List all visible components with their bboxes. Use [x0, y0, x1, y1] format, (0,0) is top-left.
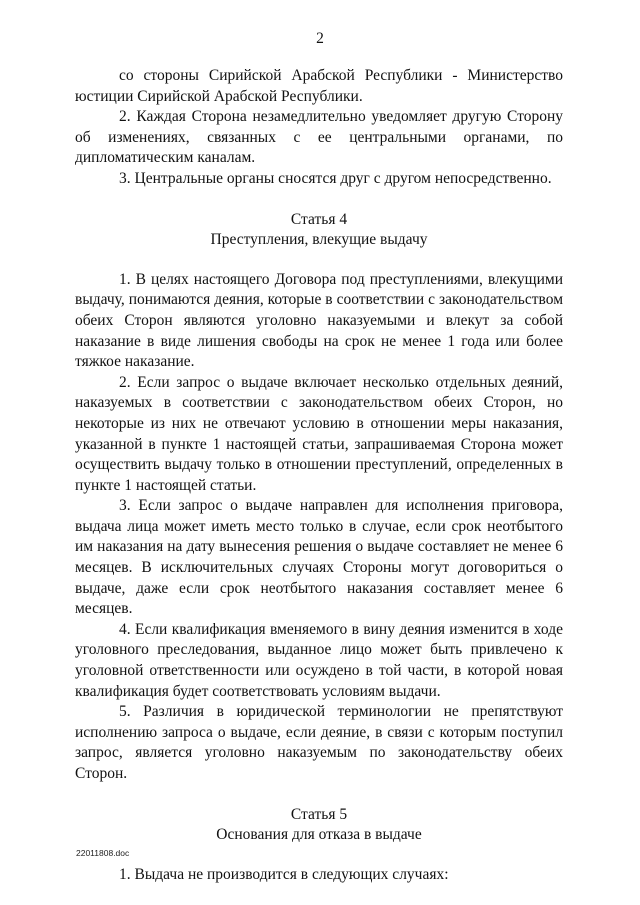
article-4-paragraph-5: 5. Различия в юридической терминологии не препятствуют исполнению запроса о выдаче, если деяние, в связи с которым поступил запрос, является уголовно наказуемым по законодательству обеих Сторон.	[75, 703, 563, 782]
article-4-paragraph-4: 4. Если квалификация вменяемого в вину деяния изменится в ходе уголовного преследования, выданное лицо может быть привлечено к уголовной ответственности или осуждено в той части, в которой новая квалификация будет соответствовать условиям выдачи.	[75, 620, 563, 700]
article-4-title: Статья 4	[290, 210, 348, 228]
article-5-heading	[75, 805, 563, 846]
paragraph-central-authority-changes: 2. Каждая Сторона незамедлительно уведомляет другую Сторону об изменениях, связанных с ее центральными органами, по дипломатическим каналам.	[75, 108, 563, 167]
paragraph-continuation: со стороны Сирийской Арабской Республики - Министерство юстиции Сирийской Арабской Республики.	[75, 67, 563, 105]
document-filename-footer: 22011808.doc	[76, 848, 130, 858]
article-5-title: Статья 5	[290, 805, 348, 823]
article-5-paragraph-1: 1. Выдача не производится в следующих случаях:	[119, 865, 449, 883]
article-4-subtitle: Преступления, влекущие выдачу	[210, 231, 428, 249]
article-4-heading	[75, 210, 563, 251]
article-4-paragraph-1: 1. В целях настоящего Договора под преступлениями, влекущими выдачу, понимаются деяния, которые в соответствии с законодательством обеих Сторон являются уголовно наказуемыми и влекут за собой наказание в виде лишения свободы на срок не менее 1 года или более тяжкое наказание.	[75, 270, 563, 371]
article-5-subtitle: Основания для отказа в выдаче	[216, 826, 422, 844]
article-4-paragraph-3: 3. Если запрос о выдаче направлен для исполнения приговора, выдача лица может иметь место только в случае, если срок неотбытого им наказания на дату вынесения решения о выдаче составляет не менее 6 месяцев. В исключительных случаях Стороны могут договориться о выдаче, даже если срок неотбытого наказания составляет менее 6 месяцев.	[75, 497, 563, 618]
article-4-paragraph-2: 2. Если запрос о выдаче включает несколько отдельных деяний, наказуемых в соответствии с законодательством обеих Сторон, но некоторые из них не отвечают условию в отношении меры наказания, указанной в пункте 1 настоящей статьи, запрашиваемая Сторона может осуществить выдачу только в отношении преступлений, определенных в пункте 1 настоящей статьи.	[75, 373, 563, 494]
page-number: 2	[316, 30, 324, 47]
paragraph-direct-communication: 3. Центральные органы сносятся друг с другом непосредственно.	[119, 169, 552, 187]
document-body	[75, 66, 563, 885]
